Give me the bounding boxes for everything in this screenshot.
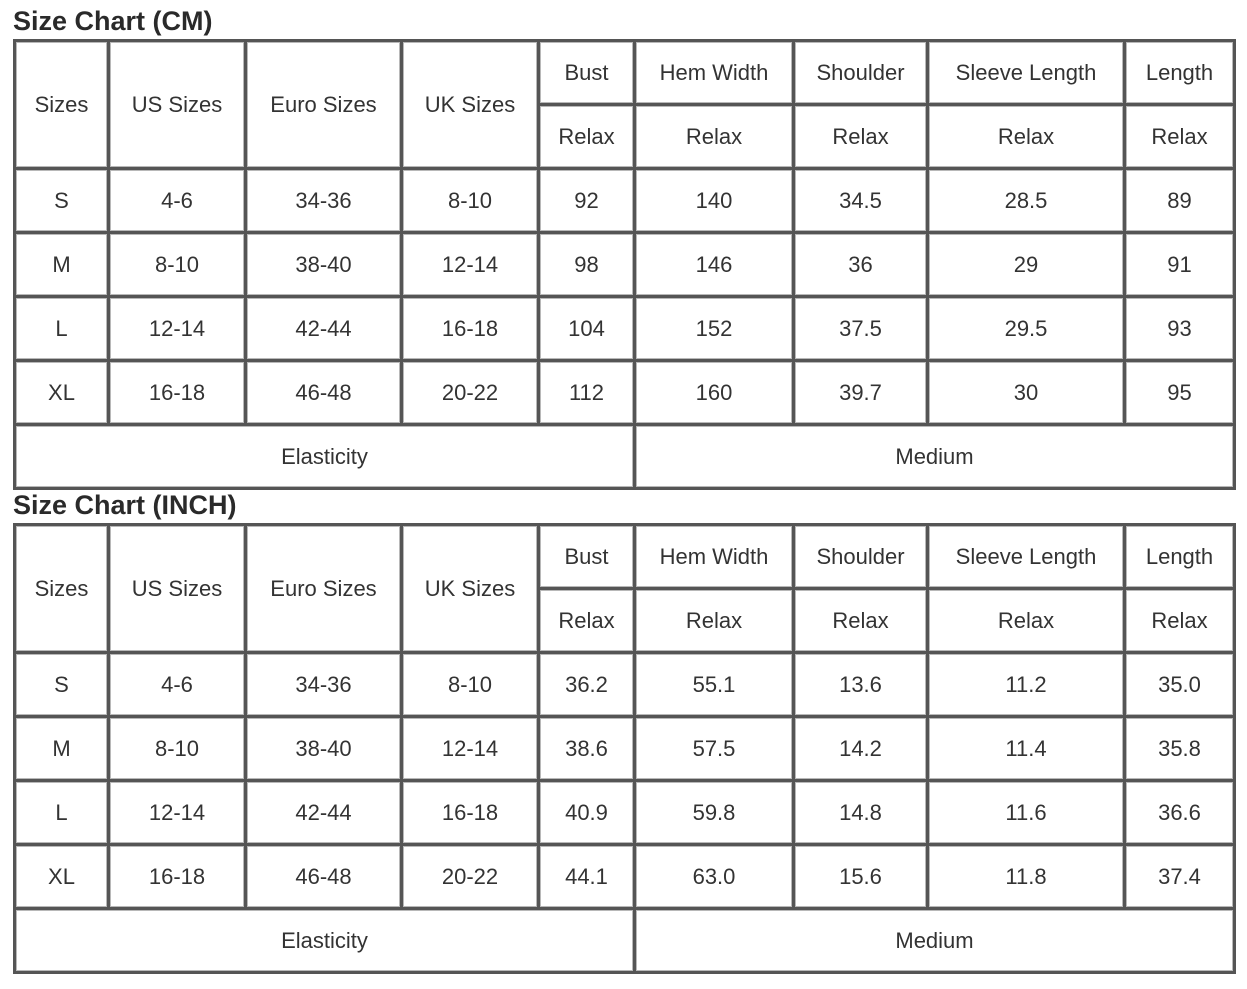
cell-shoulder: 15.6 bbox=[795, 846, 929, 910]
subheader-relax: Relax bbox=[795, 106, 929, 170]
subheader-relax: Relax bbox=[1126, 106, 1236, 170]
subheader-relax: Relax bbox=[929, 590, 1126, 654]
cell-hem-width: 146 bbox=[636, 234, 795, 298]
cell-sleeve-length: 11.4 bbox=[929, 718, 1126, 782]
header-sizes: Sizes bbox=[16, 42, 110, 170]
cell-length: 89 bbox=[1126, 170, 1236, 234]
cell-sleeve-length: 30 bbox=[929, 362, 1126, 426]
subheader-relax: Relax bbox=[929, 106, 1126, 170]
elasticity-label: Elasticity bbox=[16, 910, 636, 974]
subheader-relax: Relax bbox=[636, 106, 795, 170]
cell-us-size: 8-10 bbox=[110, 718, 247, 782]
cell-hem-width: 152 bbox=[636, 298, 795, 362]
cell-length: 35.8 bbox=[1126, 718, 1236, 782]
cell-sleeve-length: 28.5 bbox=[929, 170, 1126, 234]
cell-size: XL bbox=[16, 362, 110, 426]
cell-shoulder: 39.7 bbox=[795, 362, 929, 426]
header-euro-sizes: Euro Sizes bbox=[247, 42, 403, 170]
cell-bust: 92 bbox=[540, 170, 636, 234]
elasticity-row bbox=[16, 910, 1236, 974]
cell-bust: 98 bbox=[540, 234, 636, 298]
header-shoulder: Shoulder bbox=[795, 526, 929, 590]
header-uk-sizes: UK Sizes bbox=[403, 526, 540, 654]
cell-uk-size: 12-14 bbox=[403, 718, 540, 782]
header-length: Length bbox=[1126, 42, 1236, 106]
table-row bbox=[16, 846, 1236, 910]
cell-hem-width: 63.0 bbox=[636, 846, 795, 910]
cell-size: M bbox=[16, 718, 110, 782]
cell-sleeve-length: 11.2 bbox=[929, 654, 1126, 718]
header-sizes: Sizes bbox=[16, 526, 110, 654]
cell-length: 36.6 bbox=[1126, 782, 1236, 846]
size-chart-inch-title: Size Chart (INCH) bbox=[13, 490, 237, 520]
cell-size: L bbox=[16, 298, 110, 362]
cell-us-size: 12-14 bbox=[110, 782, 247, 846]
cell-uk-size: 12-14 bbox=[403, 234, 540, 298]
table-row bbox=[16, 654, 1236, 718]
cell-us-size: 16-18 bbox=[110, 846, 247, 910]
subheader-relax: Relax bbox=[795, 590, 929, 654]
cell-euro-size: 46-48 bbox=[247, 362, 403, 426]
subheader-relax: Relax bbox=[540, 106, 636, 170]
subheader-relax: Relax bbox=[540, 590, 636, 654]
header-shoulder: Shoulder bbox=[795, 42, 929, 106]
cell-hem-width: 160 bbox=[636, 362, 795, 426]
elasticity-value: Medium bbox=[636, 910, 1236, 974]
cell-uk-size: 16-18 bbox=[403, 298, 540, 362]
header-hem-width: Hem Width bbox=[636, 526, 795, 590]
cell-uk-size: 20-22 bbox=[403, 846, 540, 910]
cell-shoulder: 37.5 bbox=[795, 298, 929, 362]
cell-euro-size: 38-40 bbox=[247, 234, 403, 298]
table-row bbox=[16, 170, 1236, 234]
cell-bust: 112 bbox=[540, 362, 636, 426]
cell-size: M bbox=[16, 234, 110, 298]
cell-euro-size: 38-40 bbox=[247, 718, 403, 782]
header-sleeve-length: Sleeve Length bbox=[929, 526, 1126, 590]
cell-length: 37.4 bbox=[1126, 846, 1236, 910]
cell-us-size: 16-18 bbox=[110, 362, 247, 426]
header-us-sizes: US Sizes bbox=[110, 42, 247, 170]
cell-length: 91 bbox=[1126, 234, 1236, 298]
cell-sleeve-length: 29 bbox=[929, 234, 1126, 298]
header-uk-sizes: UK Sizes bbox=[403, 42, 540, 170]
cell-bust: 44.1 bbox=[540, 846, 636, 910]
cell-size: S bbox=[16, 170, 110, 234]
cell-sleeve-length: 11.8 bbox=[929, 846, 1126, 910]
size-chart-cm-table bbox=[13, 39, 1236, 490]
cell-euro-size: 46-48 bbox=[247, 846, 403, 910]
header-us-sizes: US Sizes bbox=[110, 526, 247, 654]
cell-length: 93 bbox=[1126, 298, 1236, 362]
table-row bbox=[16, 234, 1236, 298]
cell-us-size: 4-6 bbox=[110, 170, 247, 234]
cell-euro-size: 42-44 bbox=[247, 782, 403, 846]
cell-shoulder: 14.2 bbox=[795, 718, 929, 782]
cell-us-size: 8-10 bbox=[110, 234, 247, 298]
header-length: Length bbox=[1126, 526, 1236, 590]
cell-shoulder: 13.6 bbox=[795, 654, 929, 718]
cell-euro-size: 34-36 bbox=[247, 654, 403, 718]
header-euro-sizes: Euro Sizes bbox=[247, 526, 403, 654]
cell-bust: 104 bbox=[540, 298, 636, 362]
cell-us-size: 4-6 bbox=[110, 654, 247, 718]
header-row bbox=[16, 42, 1236, 106]
cell-size: S bbox=[16, 654, 110, 718]
table-row bbox=[16, 298, 1236, 362]
cell-size: L bbox=[16, 782, 110, 846]
cell-length: 35.0 bbox=[1126, 654, 1236, 718]
header-sleeve-length: Sleeve Length bbox=[929, 42, 1126, 106]
header-bust: Bust bbox=[540, 42, 636, 106]
cell-uk-size: 8-10 bbox=[403, 170, 540, 234]
table-row bbox=[16, 362, 1236, 426]
header-row bbox=[16, 526, 1236, 590]
table-row bbox=[16, 782, 1236, 846]
header-hem-width: Hem Width bbox=[636, 42, 795, 106]
cell-uk-size: 8-10 bbox=[403, 654, 540, 718]
cell-shoulder: 14.8 bbox=[795, 782, 929, 846]
cell-hem-width: 140 bbox=[636, 170, 795, 234]
elasticity-row bbox=[16, 426, 1236, 490]
cell-us-size: 12-14 bbox=[110, 298, 247, 362]
cell-bust: 38.6 bbox=[540, 718, 636, 782]
cell-hem-width: 59.8 bbox=[636, 782, 795, 846]
subheader-relax: Relax bbox=[636, 590, 795, 654]
cell-shoulder: 34.5 bbox=[795, 170, 929, 234]
header-bust: Bust bbox=[540, 526, 636, 590]
elasticity-value: Medium bbox=[636, 426, 1236, 490]
cell-uk-size: 20-22 bbox=[403, 362, 540, 426]
cell-bust: 40.9 bbox=[540, 782, 636, 846]
cell-hem-width: 57.5 bbox=[636, 718, 795, 782]
table-row bbox=[16, 718, 1236, 782]
cell-shoulder: 36 bbox=[795, 234, 929, 298]
cell-uk-size: 16-18 bbox=[403, 782, 540, 846]
subheader-relax: Relax bbox=[1126, 590, 1236, 654]
cell-sleeve-length: 11.6 bbox=[929, 782, 1126, 846]
cell-length: 95 bbox=[1126, 362, 1236, 426]
cell-size: XL bbox=[16, 846, 110, 910]
cell-euro-size: 42-44 bbox=[247, 298, 403, 362]
cell-euro-size: 34-36 bbox=[247, 170, 403, 234]
cell-bust: 36.2 bbox=[540, 654, 636, 718]
cell-sleeve-length: 29.5 bbox=[929, 298, 1126, 362]
cell-hem-width: 55.1 bbox=[636, 654, 795, 718]
elasticity-label: Elasticity bbox=[16, 426, 636, 490]
size-chart-cm-title: Size Chart (CM) bbox=[13, 6, 213, 36]
size-chart-inch-table bbox=[13, 523, 1236, 974]
